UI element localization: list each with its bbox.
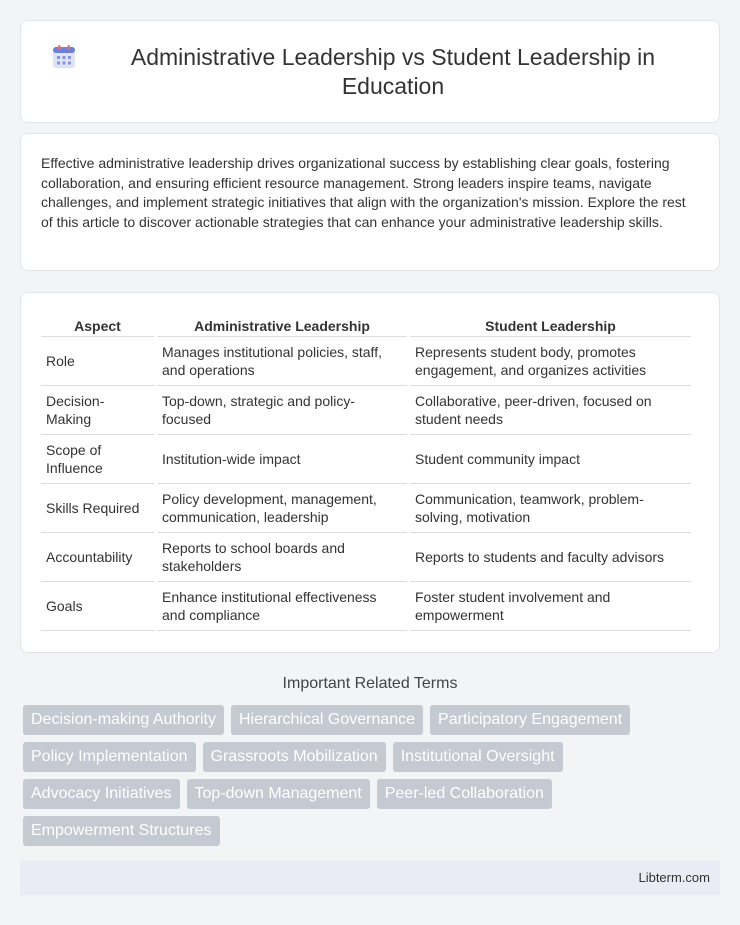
table-row — [41, 435, 691, 484]
header-administrative: Administrative Leadership — [157, 313, 407, 337]
page-title: Administrative Leadership vs Student Leadership in Education — [130, 43, 656, 99]
table-row — [41, 484, 691, 533]
related-term-tag[interactable]: Institutional Oversight — [393, 742, 563, 772]
related-term-tag[interactable]: Hierarchical Governance — [231, 705, 423, 735]
cell-student: Foster student involvement and empowerment — [410, 582, 691, 631]
related-term-tag[interactable]: Peer-led Collaboration — [377, 779, 552, 809]
cell-aspect: Role — [41, 337, 154, 386]
cell-student: Collaborative, peer-driven, focused on student needs — [410, 386, 691, 435]
footer-site-link[interactable]: Libterm.com — [638, 870, 710, 885]
cell-aspect: Accountability — [41, 533, 154, 582]
cell-student: Communication, teamwork, problem-solving, motivation — [410, 484, 691, 533]
cell-administrative: Reports to school boards and stakeholders — [157, 533, 407, 582]
cell-administrative: Policy development, management, communication, leadership — [157, 484, 407, 533]
cell-administrative: Top-down, strategic and policy-focused — [157, 386, 407, 435]
table-row — [41, 337, 691, 386]
cell-administrative: Enhance institutional effectiveness and compliance — [157, 582, 407, 631]
cell-administrative: Institution-wide impact — [157, 435, 407, 484]
calendar-icon — [51, 44, 77, 70]
intro-paragraph: Effective administrative leadership drives organizational success by establishing clear goals, fostering collaboration, and ensuring efficient resource management. Strong leaders inspire teams, navigate challenges, and implement strategic initiatives that align with the organization's mission. Explore the rest of this article to discover actionable strategies that can enhance your administrative leadership skills. — [41, 155, 686, 230]
related-terms-list — [23, 705, 723, 846]
related-term-tag[interactable]: Top-down Management — [187, 779, 370, 809]
comparison-table — [38, 313, 694, 631]
cell-student: Represents student body, promotes engagement, and organizes activities — [410, 337, 691, 386]
cell-student: Reports to students and faculty advisors — [410, 533, 691, 582]
related-term-tag[interactable]: Policy Implementation — [23, 742, 196, 772]
related-term-tag[interactable]: Empowerment Structures — [23, 816, 220, 846]
header-aspect: Aspect — [41, 313, 154, 337]
cell-administrative: Manages institutional policies, staff, and operations — [157, 337, 407, 386]
header-card — [20, 20, 720, 123]
cell-aspect: Skills Required — [41, 484, 154, 533]
related-term-tag[interactable]: Advocacy Initiatives — [23, 779, 180, 809]
table-row — [41, 582, 691, 631]
intro-card — [20, 133, 720, 271]
related-term-tag[interactable]: Participatory Engagement — [430, 705, 630, 735]
table-row — [41, 533, 691, 582]
footer — [20, 861, 720, 895]
related-term-tag[interactable]: Decision-making Authority — [23, 705, 224, 735]
comparison-card — [20, 292, 720, 653]
related-term-tag[interactable]: Grassroots Mobilization — [203, 742, 386, 772]
cell-aspect: Decision-Making — [41, 386, 154, 435]
cell-aspect: Goals — [41, 582, 154, 631]
table-row — [41, 386, 691, 435]
cell-aspect: Scope of Influence — [41, 435, 154, 484]
header-student: Student Leadership — [410, 313, 691, 337]
table-header-row — [41, 313, 691, 337]
related-terms-title: Important Related Terms — [282, 675, 458, 692]
cell-student: Student community impact — [410, 435, 691, 484]
